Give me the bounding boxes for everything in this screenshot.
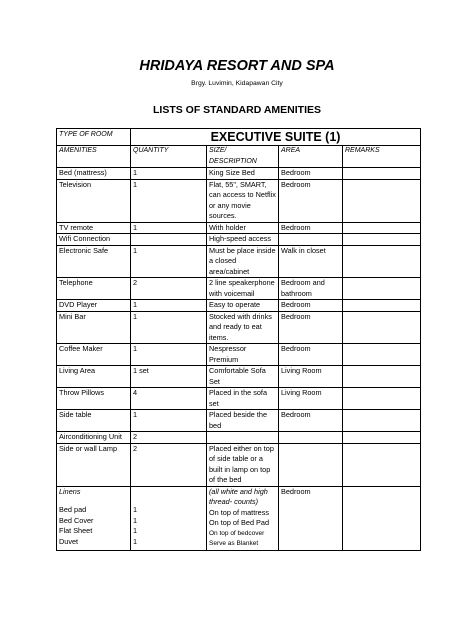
table-row bbox=[57, 443, 421, 486]
quantity-cell: 2 bbox=[131, 278, 207, 300]
area-cell: Bedroom and bathroom bbox=[279, 278, 343, 300]
col-area: AREA bbox=[279, 146, 343, 168]
remarks-cell bbox=[343, 245, 421, 278]
description-cell: Placed either on top of side table or a built in lamp on top of the bed bbox=[207, 443, 279, 486]
area-cell: Living Room bbox=[279, 366, 343, 388]
remarks-cell bbox=[343, 311, 421, 344]
remarks-cell bbox=[343, 222, 421, 234]
table-row bbox=[57, 222, 421, 234]
area-cell: Walk in closet bbox=[279, 245, 343, 278]
remarks-cell bbox=[343, 410, 421, 432]
column-header-row bbox=[57, 146, 421, 168]
table-row bbox=[57, 300, 421, 312]
remarks-cell bbox=[343, 278, 421, 300]
col-description: SIZE/ DESCRIPTION bbox=[207, 146, 279, 168]
amenity-cell: Television bbox=[57, 179, 131, 222]
amenity-cell: Electronic Safe bbox=[57, 245, 131, 278]
amenity-cell: Coffee Maker bbox=[57, 344, 131, 366]
area-cell: Bedroom bbox=[279, 179, 343, 222]
suite-name: EXECUTIVE SUITE (1) bbox=[131, 129, 421, 146]
description-cell: Placed beside the bed bbox=[207, 410, 279, 432]
description-cell bbox=[207, 432, 279, 444]
area-cell: Living Room bbox=[279, 388, 343, 410]
area-cell: Bedroom bbox=[279, 311, 343, 344]
description-cell: 2 line speakerphone with voicemail bbox=[207, 278, 279, 300]
area-cell: Bedroom bbox=[279, 222, 343, 234]
description-cell: King Size Bed bbox=[207, 168, 279, 180]
amenity-cell: Wifi Connection bbox=[57, 234, 131, 246]
table-row bbox=[57, 234, 421, 246]
table-row bbox=[57, 388, 421, 410]
description-cell: With holder bbox=[207, 222, 279, 234]
area-cell bbox=[279, 234, 343, 246]
resort-title: HRIDAYA RESORT AND SPA bbox=[139, 58, 335, 74]
amenities-table bbox=[56, 128, 421, 551]
quantity-cell: 1 bbox=[131, 344, 207, 366]
linen-item-name: Bed pad bbox=[59, 505, 87, 514]
room-type-label: TYPE OF ROOM bbox=[57, 129, 131, 146]
quantity-cell: 1 bbox=[131, 410, 207, 432]
quantity-cell: 1 bbox=[131, 300, 207, 312]
room-type-row bbox=[57, 129, 421, 146]
remarks-cell bbox=[343, 486, 421, 550]
linens-note: (all white and high thread- counts) bbox=[209, 486, 268, 506]
quantity-cell: 4 bbox=[131, 388, 207, 410]
remarks-cell bbox=[343, 388, 421, 410]
linens-area-cell: Bedroom bbox=[279, 486, 343, 550]
amenity-cell: Airconditioning Unit bbox=[57, 432, 131, 444]
table-row bbox=[57, 168, 421, 180]
quantity-cell: 1 bbox=[131, 245, 207, 278]
col-remarks: REMARKS bbox=[343, 146, 421, 168]
table-row bbox=[57, 344, 421, 366]
linens-description-cell bbox=[207, 486, 279, 550]
quantity-cell bbox=[131, 234, 207, 246]
remarks-cell bbox=[343, 443, 421, 486]
table-row bbox=[57, 432, 421, 444]
table-row bbox=[57, 179, 421, 222]
amenity-cell: Throw Pillows bbox=[57, 388, 131, 410]
description-cell: Easy to operate bbox=[207, 300, 279, 312]
linens-label: Linens bbox=[59, 486, 81, 496]
remarks-cell bbox=[343, 366, 421, 388]
quantity-cell: 1 bbox=[131, 222, 207, 234]
document-subtitle: LISTS OF STANDARD AMENITIES bbox=[153, 104, 321, 116]
description-cell: Flat, 55", SMART, can access to Netflix or any movie sources. bbox=[207, 179, 279, 222]
quantity-cell: 1 bbox=[131, 168, 207, 180]
amenity-cell: Bed (mattress) bbox=[57, 168, 131, 180]
linen-item-name: Duvet bbox=[59, 536, 79, 546]
remarks-cell bbox=[343, 432, 421, 444]
linen-item-qty: 1 bbox=[133, 536, 138, 546]
linen-item-qty: 1 bbox=[133, 526, 138, 535]
amenities-table-body bbox=[57, 129, 421, 551]
table-row bbox=[57, 278, 421, 300]
linen-item-name: Flat Sheet bbox=[59, 526, 93, 535]
amenity-cell: Side or wall Lamp bbox=[57, 443, 131, 486]
linens-amenity-cell bbox=[57, 486, 131, 550]
amenity-cell: Living Area bbox=[57, 366, 131, 388]
description-cell: Comfortable Sofa Set bbox=[207, 366, 279, 388]
linen-item-description: On top of Bed Pad bbox=[209, 518, 270, 527]
amenity-cell: Side table bbox=[57, 410, 131, 432]
amenity-cell: TV remote bbox=[57, 222, 131, 234]
area-cell: Bedroom bbox=[279, 410, 343, 432]
area-cell bbox=[279, 432, 343, 444]
description-cell: High-speed access bbox=[207, 234, 279, 246]
quantity-cell: 2 bbox=[131, 432, 207, 444]
quantity-cell: 1 bbox=[131, 179, 207, 222]
col-amenities: AMENITIES bbox=[57, 146, 131, 168]
quantity-cell: 1 bbox=[131, 311, 207, 344]
amenity-cell: DVD Player bbox=[57, 300, 131, 312]
area-cell bbox=[279, 443, 343, 486]
table-row bbox=[57, 410, 421, 432]
resort-address: Brgy. Luvimin, Kidapawan City bbox=[191, 80, 283, 87]
description-cell: Placed in the sofa set bbox=[207, 388, 279, 410]
description-cell: Stocked with drinks and ready to eat items. bbox=[207, 311, 279, 344]
area-cell: Bedroom bbox=[279, 300, 343, 312]
remarks-cell bbox=[343, 344, 421, 366]
linen-item-description: On top of mattress bbox=[209, 507, 270, 517]
linen-item-qty: 1 bbox=[133, 505, 138, 514]
remarks-cell bbox=[343, 168, 421, 180]
col-quantity: QUANTITY bbox=[131, 146, 207, 168]
table-row bbox=[57, 311, 421, 344]
amenity-cell: Telephone bbox=[57, 278, 131, 300]
table-row bbox=[57, 366, 421, 388]
quantity-cell: 1 set bbox=[131, 366, 207, 388]
amenity-cell: Mini Bar bbox=[57, 311, 131, 344]
remarks-cell bbox=[343, 234, 421, 246]
description-cell: Must be place inside a closed area/cabinet bbox=[207, 245, 279, 278]
area-cell: Bedroom bbox=[279, 168, 343, 180]
description-cell: Nespressor Premium bbox=[207, 344, 279, 366]
linens-quantity-cell bbox=[131, 486, 207, 550]
table-row bbox=[57, 245, 421, 278]
quantity-cell: 2 bbox=[131, 443, 207, 486]
linen-item-qty: 1 bbox=[133, 515, 138, 525]
area-cell: Bedroom bbox=[279, 344, 343, 366]
linens-row bbox=[57, 486, 421, 550]
linen-item-name: Bed Cover bbox=[59, 515, 94, 525]
remarks-cell bbox=[343, 179, 421, 222]
linen-item-description: Serve as Blanket bbox=[209, 540, 259, 547]
remarks-cell bbox=[343, 300, 421, 312]
linen-item-description: On top of bedcover bbox=[209, 529, 265, 537]
